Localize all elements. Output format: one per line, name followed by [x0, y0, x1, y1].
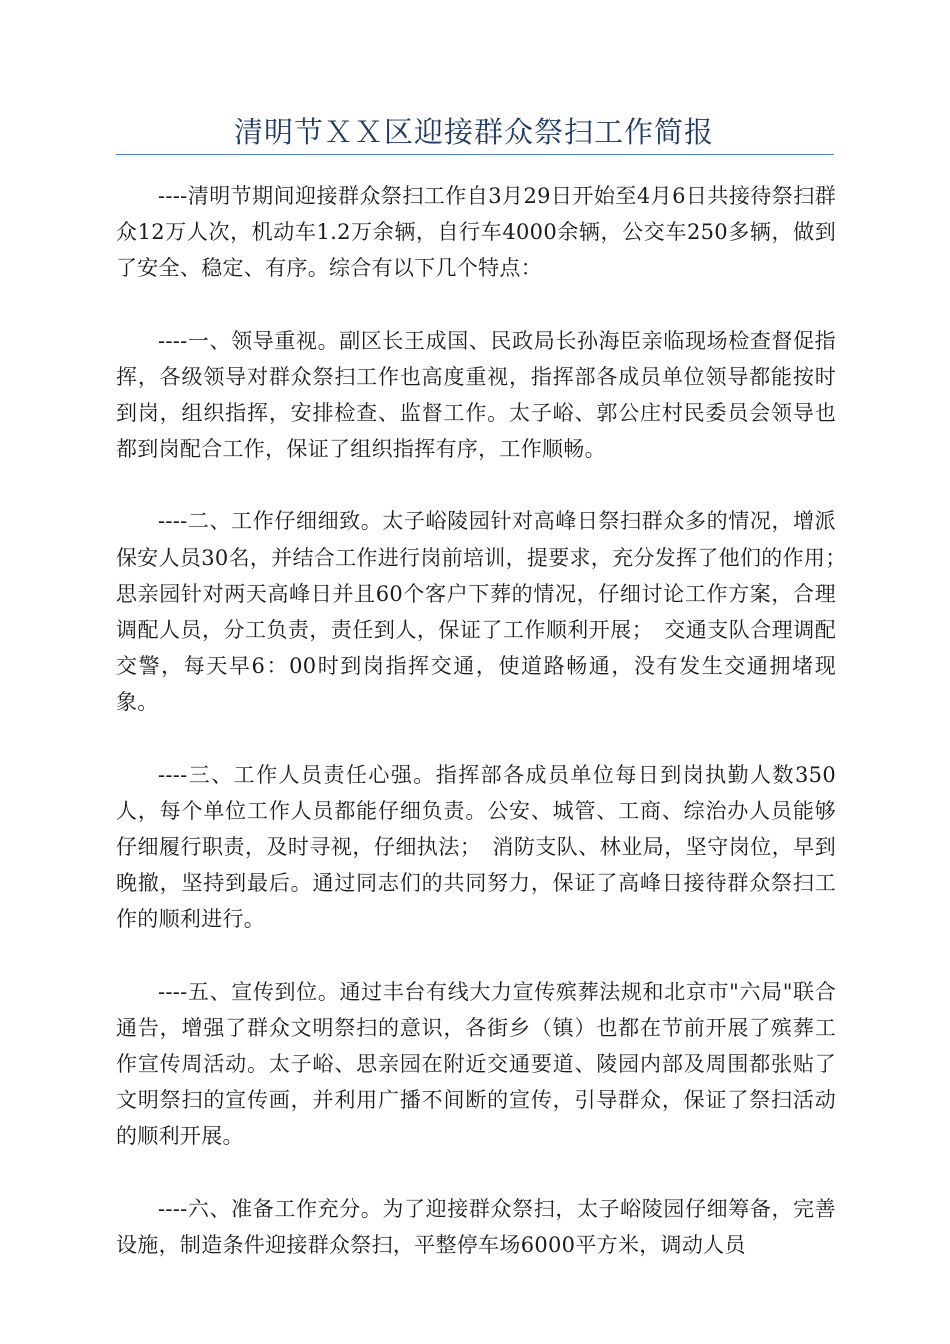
paragraph-intro: ----清明节期间迎接群众祭扫工作自3月29日开始至4月6日共接待祭扫群众12万人次，机动车1.2万余辆，自行车4000余辆，公交车250多辆，做到了安全、稳定、有序。综合有以下几个特点：	[116, 184, 836, 281]
paragraph-publicity: ----五、宣传到位。通过丰台有线大力宣传殡葬法规和北京市"六局"联合通告，增强了群众文明祭扫的意识，各街乡（镇）也都在节前开展了殡葬工作宣传周活动。太子峪、思亲园在附近交通要道、陵园内部及周围都张贴了文明祭扫的宣传画，并利用广播不间断的宣传，引导群众，保证了祭扫活动的顺利开展。	[116, 979, 836, 1149]
paragraph-responsibility: ----三、工作人员责任心强。指挥部各成员单位每日到岗执勤人数350人，每个单位工作人员都能仔细负责。公安、城管、工商、综治办人员能够仔细履行职责，及时寻视，仔细执法； 消防支队、林业局，坚守岗位，早到晚撤，坚持到最后。通过同志们的共同努力，保证了高峰日接待群众祭扫工作的顺利进行。	[116, 762, 836, 932]
paragraph-preparation: ----六、准备工作充分。为了迎接群众祭扫，太子峪陵园仔细筹备，完善设施，制造条件迎接群众祭扫，平整停车场6000平方米，调动人员	[116, 1196, 836, 1257]
title-underline	[116, 154, 834, 155]
paragraph-careful-work: ----二、工作仔细细致。太子峪陵园针对高峰日祭扫群众多的情况，增派保安人员30名，并结合工作进行岗前培训，提要求，充分发挥了他们的作用； 思亲园针对两天高峰日并且60个客户下葬的情况，仔细讨论工作方案，合理调配人员，分工负责，责任到人，保证了工作顺利开展； 交通支队合理调配交警，每天早6：00时到岗指挥交通，使道路畅通，没有发生交通拥堵现象。	[116, 509, 858, 715]
document-title: 清明节ＸＸ区迎接群众祭扫工作简报	[233, 115, 714, 149]
document-body	[116, 178, 858, 1299]
paragraph-leadership: ----一、领导重视。副区长王成国、民政局长孙海臣亲临现场检查督促指挥，各级领导对群众祭扫工作也高度重视，指挥部各成员单位领导都能按时到岗，组织指挥，安排检查、监督工作。太子峪、郭公庄村民委员会领导也都到岗配合工作，保证了组织指挥有序，工作顺畅。	[116, 328, 836, 462]
